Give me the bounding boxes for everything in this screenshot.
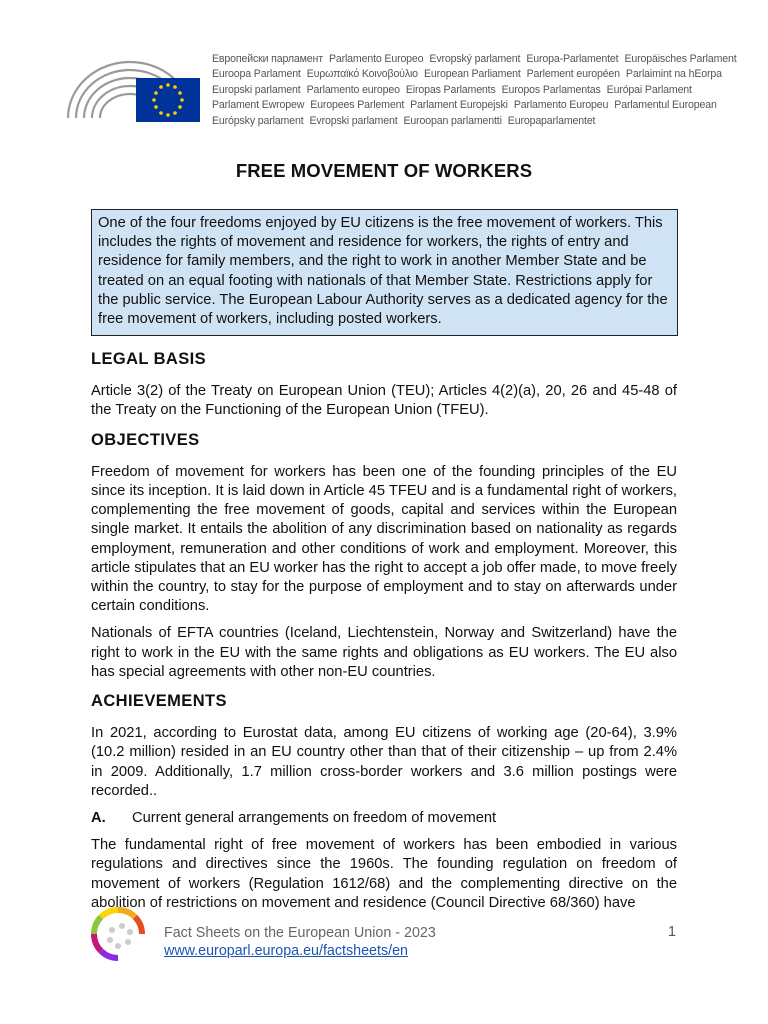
parliament-name: Evropský parlament — [429, 53, 521, 65]
parliament-name: Euroopan parlamentti — [403, 114, 502, 127]
parliament-name: Parlamento Europeu — [513, 99, 609, 112]
parliament-name: Ευρωπαϊκό Κοινοβούλιο — [306, 68, 418, 81]
parliament-name: Parlament Ewropew — [212, 99, 305, 112]
objectives-heading: OBJECTIVES — [91, 430, 200, 449]
footer-link[interactable]: www.europarl.europa.eu/factsheets/en — [164, 943, 408, 959]
footer — [88, 904, 688, 984]
european-parliament-logo — [64, 48, 204, 132]
summary-box: One of the four freedoms enjoyed by EU citizens is the free movement of workers. This includes the rights of movement and residence for workers, the rights of entry and residence for family members, and the right to work in another Member State and be treated on an equal footing with nationals of that Member State. Restrictions apply for the public service. The European Labour Authority serves as a dedicated agency for the free movement of workers, including posted workers. — [91, 209, 678, 336]
parliament-name: Европейски парламент — [212, 53, 323, 65]
objectives-paragraph: Freedom of movement for workers has been one of the founding principles of the EU since its inception. It is laid down in Article 45 TFEU and is a fundamental right of workers, complementing the free movement of goods, capital and services within the European single market. It entails the abolition of any discrimination based on nationality as regards employment, remuneration and other conditions of work and employment. Moreover, this article stipulates that an EU worker has the right to accept a job offer made, to move freely within the country, to stay for the purpose of employment and to stay on afterwards under certain conditions. — [91, 463, 677, 615]
parliament-name: Parlaimint na hEorpa — [625, 68, 722, 81]
legal-basis-heading: LEGAL BASIS — [91, 350, 207, 368]
parliament-name: Europa-Parlamentet — [526, 53, 619, 65]
subsection-letter: A. — [91, 810, 106, 827]
names-row — [212, 98, 732, 113]
parliament-names — [212, 52, 737, 129]
parliament-name: Parlamento europeo — [306, 83, 400, 96]
parliament-name: Europos Parlamentas — [501, 83, 601, 96]
subsection-heading — [91, 809, 677, 828]
footer-title: Fact Sheets on the European Union - 2023 — [164, 925, 436, 941]
page-number: 1 — [668, 924, 676, 940]
page-title: FREE MOVEMENT OF WORKERS — [235, 160, 533, 181]
parliament-name: Parlamentul European — [614, 99, 717, 112]
names-row — [212, 67, 732, 82]
parliament-name: Euroopa Parlament — [212, 68, 301, 81]
parliament-name: Parlamento Europeo — [328, 53, 424, 65]
names-row — [212, 114, 732, 129]
parliament-name: Europaparlamentet — [507, 114, 596, 127]
subsection-title: Current general arrangements on freedom of movement — [132, 810, 497, 827]
parliament-name: Evropski parlament — [309, 114, 398, 127]
achievements-paragraph: The fundamental right of free movement of workers has been embodied in various regulations and directives since the 1960s. The founding regulation on freedom of movement of workers (Regulation 1612/68) and the complementing directive on the abolition of restrictions on movement and residence (Council Directive 68/360) have — [91, 837, 677, 911]
parliament-name: Európai Parlament — [606, 83, 692, 96]
parliament-name: Európsky parlament — [212, 114, 304, 127]
fact-sheets-logo-icon — [88, 904, 148, 964]
main-content — [91, 350, 677, 921]
header — [64, 48, 737, 132]
achievements-heading: ACHIEVEMENTS — [91, 692, 227, 711]
parliament-name: Europski parlament — [212, 83, 301, 96]
objectives-paragraph: Nationals of EFTA countries (Iceland, Liechtenstein, Norway and Switzerland) have the right to work in the EU with the same rights and obligations as EU workers. The EU also has special agreements with other non-EU countries. — [91, 625, 677, 680]
names-row — [212, 52, 737, 67]
names-row — [212, 83, 732, 98]
parliament-name: Parlement européen — [526, 68, 620, 81]
legal-basis-text: Article 3(2) of the Treaty on European Union (TEU); Articles 4(2)(a), 20, 26 and 45-48 of the Treaty on the Functioning of the European Union (TFEU). — [91, 383, 677, 419]
parliament-name: Europees Parlement — [310, 99, 405, 112]
parliament-name: European Parliament — [423, 68, 521, 81]
parliament-name: Europäisches Parlament — [624, 53, 737, 65]
parliament-name: Parlament Europejski — [410, 99, 508, 112]
footer-text — [164, 924, 436, 960]
parliament-name: Eiropas Parlaments — [405, 83, 496, 96]
achievements-paragraph: In 2021, according to Eurostat data, among EU citizens of working age (20-64), 3.9% (10.2 million) resided in an EU country other than that of their citizenship – up from 2.4% in 2009. Additionally, 1.7 million cross-border workers and 3.6 million postings were recorded.. — [91, 725, 677, 799]
